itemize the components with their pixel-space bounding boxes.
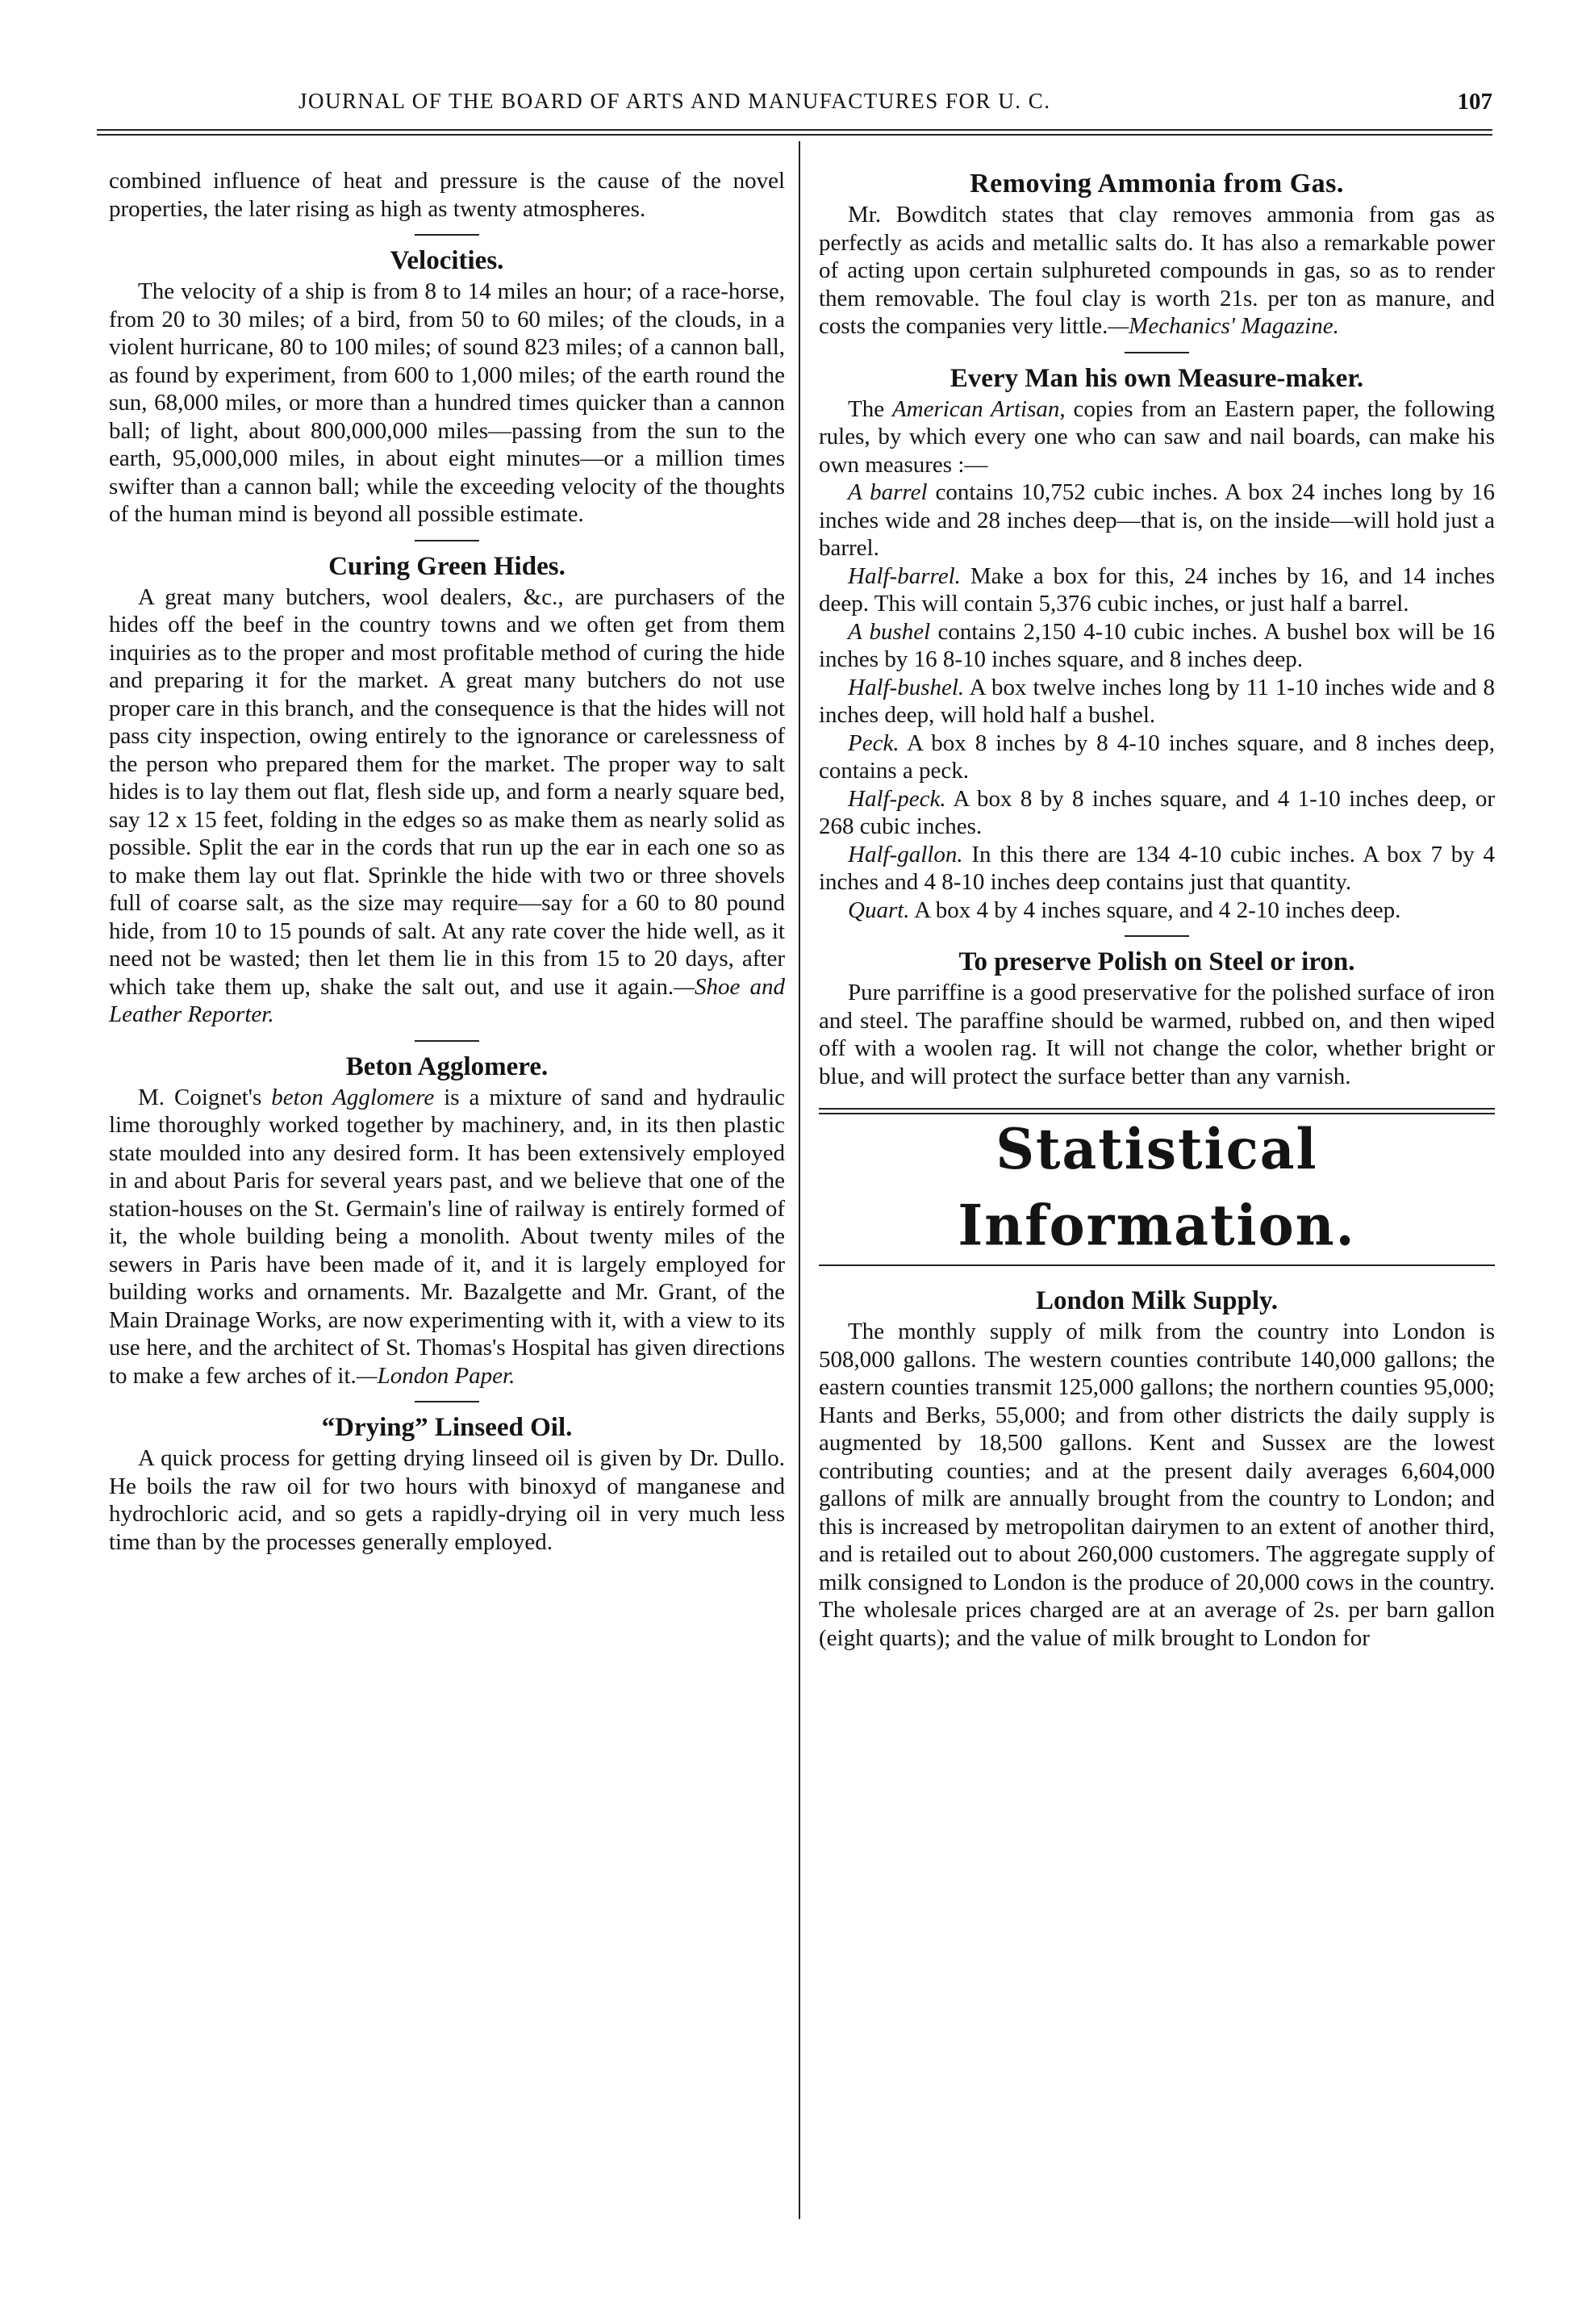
left-column <box>109 167 785 1556</box>
measure-item-term: A barrel <box>848 479 928 505</box>
polish-heading: To preserve Polish on Steel or iron. <box>958 947 1355 976</box>
page-number: 107 <box>1457 89 1492 115</box>
measure-intro <box>819 395 1495 479</box>
measure-item-text: A box 8 inches by 8 4-10 inches square, and 8 inches deep, contains a peck. <box>819 729 1495 784</box>
beton-term: beton Agglomere <box>271 1084 435 1110</box>
section-separator <box>1125 935 1189 937</box>
measure-item-text: A box 4 by 4 inches square, and 4 2-10 inches deep. <box>909 897 1401 923</box>
measure-item-term: Quart. <box>848 897 910 923</box>
measure-item <box>819 841 1495 897</box>
beton-text-rest: is a mixture of sand and hydraulic lime thoroughly worked together by machinery, and, in its then plastic state moulded into any desired form. It has been extensively employed in and about Paris for several years past, and we believe that one of the station-houses on the St. Germain's line of railway is entirely formed of it, the whole building being a monolith. About twenty miles of the sewers in Paris have been made of it, and it is largely employed for building works and ornaments. Mr. Bazalgette and Mr. Grant, of the Main Drainage Works, are now experimenting with it, with a view to its use here, and the architect of St. Thomas's Hospital has given directions to make a few arches of it. <box>109 1084 785 1389</box>
ammonia-body <box>819 201 1495 341</box>
measure-item <box>819 674 1495 729</box>
column-divider <box>799 141 800 2219</box>
ammonia-text: Mr. Bowditch states that clay removes ammonia from gas as perfectly as acids and metallic salts do. It has also a remarkable power of acting upon certain sulphureted compounds in gas, so as to render them removable. The foul clay is worth 21s. per ton as manure, and costs the companies very little. <box>819 202 1495 339</box>
curing-heading: Curing Green Hides. <box>328 551 566 581</box>
measure-item <box>819 562 1495 618</box>
curing-body <box>109 583 785 1029</box>
measure-item-term: Half-bushel. <box>848 674 965 700</box>
beton-source: —London Paper. <box>356 1362 515 1389</box>
intro-paragraph: combined influence of heat and pressure is the cause of the novel properties, the later rising as high as twenty atmospheres. <box>109 168 785 222</box>
statistical-heading: Statistical Information. <box>958 1115 1356 1259</box>
beton-body <box>109 1084 785 1390</box>
measure-item-term: Half-peck. <box>848 785 946 812</box>
measure-heading: Every Man his own Measure-maker. <box>950 363 1364 393</box>
measure-item-text: contains 2,150 4-10 cubic inches. A bushel box will be 16 inches by 16 8-10 inches square, and 8 inches deep. <box>819 618 1495 672</box>
velocities-body: The velocity of a ship is from 8 to 14 miles an hour; of a race-horse, from 20 to 30 miles; of a bird, from 50 to 60 miles; of the clouds, in a violent hurricane, 80 to 100 miles; of sound 823 miles; of a cannon ball, as found by experiment, from 600 to 1,000 miles; of the earth round the sun, 68,000 miles, or more than a hundred times quicker than a cannon ball; of light, about 800,000,000 miles—passing from the sun to the earth, 95,000,000 miles, in about eight minutes—or a million times swifter than a cannon ball; while the exceeding velocity of the thoughts of the human mind is beyond all possible estimate. <box>109 278 785 527</box>
polish-body: Pure parriffine is a good preservative for the polished surface of iron and steel. The paraffine should be warmed, rubbed on, and then wiped off with a woolen rag. It will not change the color, whether bright or blue, and will protect the surface better than any varnish. <box>819 980 1495 1089</box>
curing-text: A great many butchers, wool dealers, &c., are purchasers of the hides off the beef in the country towns and we often get from them inquiries as to the proper and most profitable method of curing the hide and preparing it for the market. A great many butchers do not use proper care in this branch, and the consequence is that the hides will not pass city inspection, owing entirely to the ignorance or carelessness of the person who prepared them for the market. The proper way to salt hides is to lay them out flat, flesh side up, and form a nearly square bed, say 12 x 15 feet, folding in the edges so as make them as nearly solid as possible. Split the ear in the cords that run up the ear in each one so as to make them lay out flat. Sprinkle the hide with two or three shovels full of coarse salt, as the size may require—say for a 60 to 80 pound hide, from 10 to 15 pounds of salt. At any rate cover the hide well, as it need not be wasted; then let them lie in this from 15 to 20 days, after which take them up, shake the salt out, and use it again. <box>109 583 785 1000</box>
right-column <box>819 167 1495 1652</box>
measure-item-text: A box 8 by 8 inches square, and 4 1-10 inches deep, or 268 cubic inches. <box>819 785 1495 839</box>
beton-text-start: M. Coignet's <box>138 1084 272 1110</box>
measure-intro-start: The <box>848 395 892 422</box>
section-separator <box>415 1040 479 1042</box>
measure-item-term: Half-gallon. <box>848 841 963 867</box>
milk-body: The monthly supply of milk from the country into London is 508,000 gallons. The western counties contribute 140,000 gallons; the eastern counties transmit 125,000 gallons; the northern counties 95,000; Hants and Berks, 55,000; and from other districts the daily supply is augmented by 18,500 gallons. Kent and Sussex are the lowest contributing counties; and at the present daily averages 6,604,000 gallons of milk are annually brought from the country to London; and this is increased by metropolitan dairymen to an extent of another third, and is retailed out to about 260,000 customers. The aggregate supply of milk consigned to London is the produce of 20,000 cows in the country. The wholesale prices charged are at an average of 2s. per barn gallon (eight quarts); and the value of milk brought to London for <box>819 1319 1495 1651</box>
measure-item-term: A bushel <box>848 618 931 645</box>
ammonia-heading: Removing Ammonia from Gas. <box>970 169 1344 199</box>
measure-item-text: contains 10,752 cubic inches. A box 24 inches long by 16 inches wide and 28 inches deep—that is, on the inside—will hold just a barrel. <box>819 479 1495 561</box>
velocities-heading: Velocities. <box>390 246 504 275</box>
measure-item-term: Peck. <box>848 729 899 756</box>
journal-title: JOURNAL OF THE BOARD OF ARTS AND MANUFACTURES FOR U. C. <box>298 89 1051 113</box>
measure-item <box>819 897 1495 925</box>
measure-item <box>819 729 1495 785</box>
drying-heading: “Drying” Linseed Oil. <box>321 1413 573 1442</box>
measure-item-text: In this there are 134 4-10 cubic inches. A box 7 by 4 inches and 4 8-10 inches deep contains just that quantity. <box>819 841 1495 895</box>
curing-source: —Shoe and Leather Reporter. <box>109 973 785 1027</box>
measure-item-text: A box twelve inches long by 11 1-10 inches wide and 8 inches deep, will hold half a bushel. <box>819 674 1495 728</box>
measure-item-text: Make a box for this, 24 inches by 16, and 14 inches deep. This will contain 5,376 cubic inches, or just half a barrel. <box>819 562 1495 617</box>
measure-item <box>819 785 1495 841</box>
section-separator <box>415 234 479 236</box>
section-separator <box>415 540 479 541</box>
running-header <box>97 89 1492 121</box>
drying-body: A quick process for getting drying linseed oil is given by Dr. Dullo. He boils the raw oil for two hours with binoxyd of manganese and hydrochloric acid, and so gets a rapidly-drying oil in very much less time than by the processes generally employed. <box>109 1445 785 1555</box>
section-separator <box>415 1401 479 1402</box>
measure-item-term: Half-barrel. <box>848 562 961 589</box>
milk-heading: London Milk Supply. <box>1036 1286 1278 1315</box>
measure-list <box>819 479 1495 924</box>
measure-intro-rest: copies from an Eastern paper, the following rules, by which every one who can saw and nail boards, can make his own measures :— <box>819 395 1496 478</box>
measure-item <box>819 479 1495 562</box>
measure-intro-source: American Artisan, <box>891 395 1066 422</box>
statistical-rule-bottom <box>819 1264 1495 1266</box>
ammonia-source: —Mechanics' Magazine. <box>1108 313 1339 339</box>
measure-item <box>819 618 1495 674</box>
section-separator <box>1125 352 1189 353</box>
beton-heading: Beton Agglomere. <box>345 1051 549 1081</box>
header-double-rule <box>97 129 1492 136</box>
